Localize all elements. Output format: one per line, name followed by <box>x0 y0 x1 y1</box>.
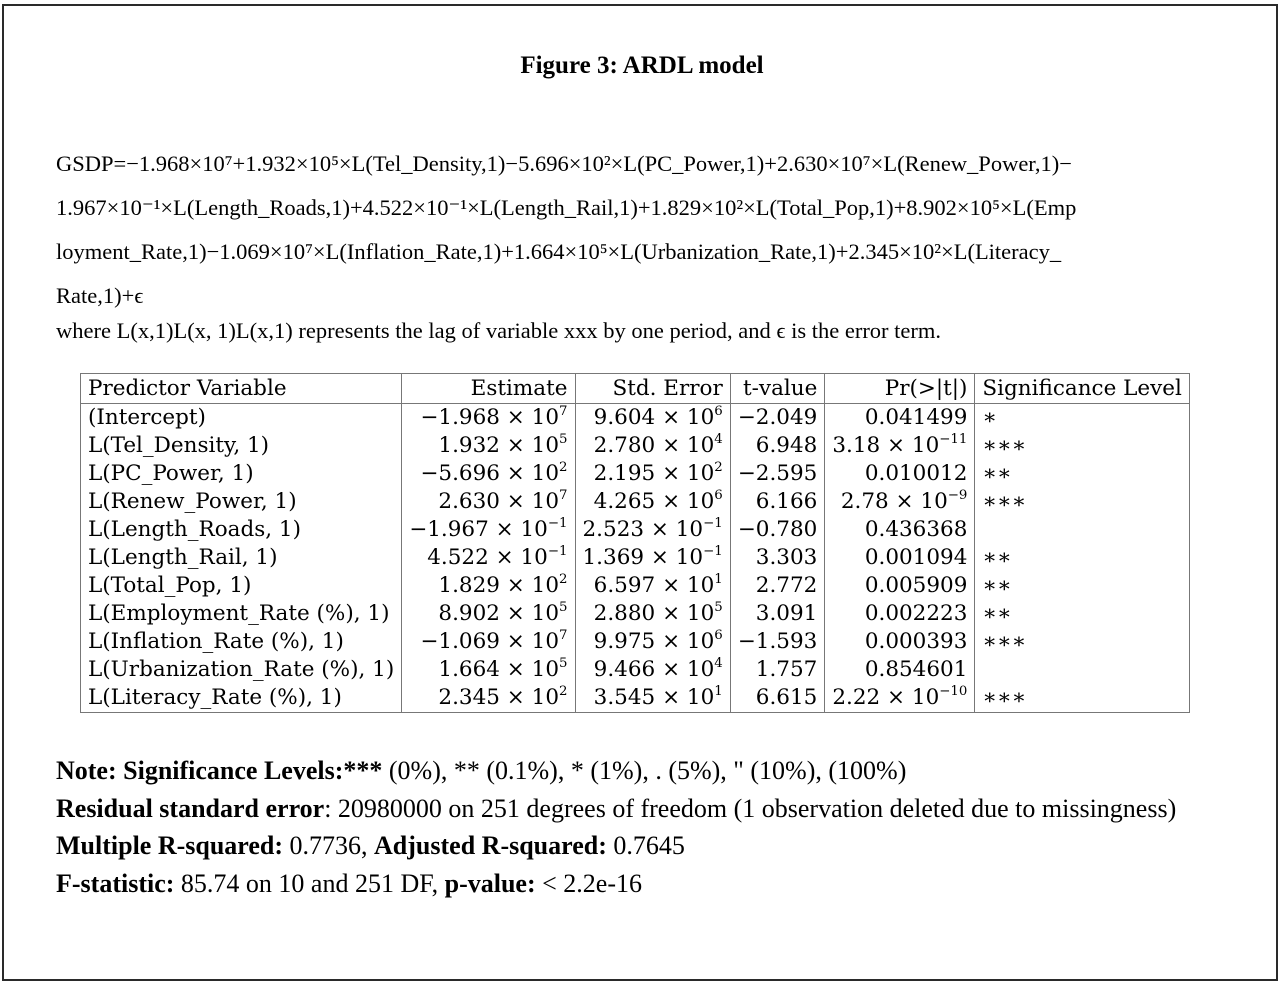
cell-estimate-exponent: 2 <box>559 571 568 587</box>
col-header-variable: Predictor Variable <box>81 374 402 404</box>
cell-std-error <box>575 488 730 516</box>
table-header-row <box>81 374 1190 404</box>
table-row <box>81 628 1190 656</box>
cell-estimate <box>402 600 575 628</box>
times-ten: × 10 <box>655 461 715 486</box>
times-ten: × 10 <box>499 685 560 710</box>
cell-significance <box>975 544 1189 572</box>
cell-t-value <box>730 544 825 572</box>
cell-estimate-exponent: 5 <box>559 599 568 615</box>
times-ten: × 10 <box>655 629 715 654</box>
cell-t-value <box>730 460 825 488</box>
cell-std-error-exponent: −1 <box>703 515 723 531</box>
cell-std-error-mantissa: 2.195 <box>593 461 656 486</box>
cell-estimate-exponent: 5 <box>559 431 568 447</box>
cell-std-error-mantissa: 2.880 <box>593 601 656 626</box>
cell-std-error-mantissa: 2.523 <box>582 517 645 542</box>
variable-name: L(Tel_Density, 1) <box>88 433 270 458</box>
cell-significance <box>975 656 1189 684</box>
cell-t-value <box>730 628 825 656</box>
cell-std-error-mantissa: 3.545 <box>593 685 656 710</box>
cell-p-value <box>825 656 975 684</box>
cell-p-value-mantissa: 0.854601 <box>864 657 968 682</box>
cell-std-error-exponent: 6 <box>714 627 723 643</box>
cell-t-value <box>730 684 825 713</box>
cell-estimate-mantissa: 8.902 <box>438 601 500 626</box>
cell-estimate-exponent: 2 <box>559 459 568 475</box>
residual-se-text: : 20980000 on 251 degrees of freedom (1 observation deleted due to missingness) <box>324 793 1177 823</box>
cell-t-value <box>730 488 825 516</box>
cell-std-error-exponent: 4 <box>714 431 723 447</box>
col-header-p-value: Pr(>|t|) <box>825 374 975 404</box>
times-ten: × 10 <box>880 685 940 710</box>
t-value: 1.757 <box>755 657 818 682</box>
variable-name: L(Literacy_Rate (%), 1) <box>88 685 342 710</box>
cell-p-value <box>825 628 975 656</box>
cell-p-value-mantissa: 0.005909 <box>864 573 968 598</box>
times-ten: × 10 <box>499 629 560 654</box>
t-value: −1.593 <box>737 629 818 654</box>
cell-estimate <box>402 516 575 544</box>
variable-name: L(Length_Roads, 1) <box>88 517 301 542</box>
cell-t-value <box>730 516 825 544</box>
cell-estimate-exponent: 7 <box>559 627 568 643</box>
cell-std-error <box>575 432 730 460</box>
equation-line: loyment_Rate,1)−1.069×10⁷×L(Inflation_Rate,1)+1.664×10⁵×L(Urbanization_Rate,1)+2.345×10²×L(Literacy_ <box>56 239 1062 264</box>
cell-estimate-mantissa: 2.345 <box>438 685 500 710</box>
times-ten: × 10 <box>644 517 704 542</box>
cell-variable <box>81 488 402 516</box>
cell-std-error-exponent: 4 <box>714 655 723 671</box>
cell-p-value-exponent: −10 <box>939 683 968 699</box>
cell-std-error-exponent: 1 <box>714 571 723 587</box>
f-statistic-label: F-statistic: <box>56 868 175 898</box>
adj-r-squared-label: Adjusted R-squared: <box>374 831 607 860</box>
f-statistic-value: 85.74 on 10 and 251 DF, <box>174 868 445 898</box>
table-row <box>81 432 1190 460</box>
cell-p-value <box>825 600 975 628</box>
t-value: 6.615 <box>755 685 818 710</box>
cell-t-value <box>730 404 825 433</box>
cell-std-error <box>575 572 730 600</box>
table-row <box>81 600 1190 628</box>
cell-variable <box>81 656 402 684</box>
cell-std-error <box>575 460 730 488</box>
times-ten: × 10 <box>888 489 948 514</box>
cell-estimate <box>402 572 575 600</box>
cell-estimate <box>402 656 575 684</box>
residual-se-label: Residual standard error <box>56 793 325 823</box>
cell-variable <box>81 600 402 628</box>
times-ten: × 10 <box>880 433 940 458</box>
cell-std-error <box>575 600 730 628</box>
cell-estimate <box>402 684 575 713</box>
adj-r-squared-value: 0.7645 <box>606 831 685 860</box>
cell-variable <box>81 544 402 572</box>
cell-p-value-mantissa: 0.041499 <box>864 405 968 430</box>
cell-estimate-mantissa: 2.630 <box>438 489 500 514</box>
table-row <box>81 404 1190 433</box>
cell-std-error-exponent: 5 <box>714 599 723 615</box>
cell-estimate <box>402 628 575 656</box>
cell-estimate-exponent: 5 <box>559 655 568 671</box>
cell-t-value <box>730 572 825 600</box>
cell-variable <box>81 516 402 544</box>
variable-name: L(Inflation_Rate (%), 1) <box>88 629 344 654</box>
cell-std-error-exponent: 6 <box>714 487 723 503</box>
variable-name: L(Length_Rail, 1) <box>88 545 278 570</box>
equation-line: 1.967×10⁻¹×L(Length_Roads,1)+4.522×10⁻¹×L(Length_Rail,1)+1.829×10²×L(Total_Pop,1)+8.902×10⁵×L(Emp <box>56 195 1077 220</box>
figure-title: Figure 3: ARDL model <box>520 52 764 79</box>
times-ten: × 10 <box>499 405 560 430</box>
variable-name: L(PC_Power, 1) <box>88 461 254 486</box>
cell-estimate-exponent: 7 <box>559 403 568 419</box>
cell-variable <box>81 404 402 433</box>
cell-p-value <box>825 404 975 433</box>
cell-p-value-exponent: −11 <box>939 431 968 447</box>
t-value: 3.091 <box>755 601 818 626</box>
cell-std-error-mantissa: 9.466 <box>593 657 656 682</box>
cell-p-value <box>825 488 975 516</box>
cell-significance <box>975 460 1189 488</box>
significance-stars: ∗∗∗ <box>982 433 1027 458</box>
significance-stars: ∗∗ <box>982 601 1012 626</box>
cell-p-value-mantissa: 0.436368 <box>864 517 968 542</box>
r-squared-note <box>56 827 1236 865</box>
cell-p-value <box>825 432 975 460</box>
cell-estimate <box>402 404 575 433</box>
times-ten: × 10 <box>499 573 560 598</box>
cell-std-error-exponent: 1 <box>714 683 723 699</box>
cell-estimate-mantissa: 1.664 <box>438 657 500 682</box>
cell-p-value-mantissa: 3.18 <box>832 433 881 458</box>
col-header-std-error: Std. Error <box>575 374 730 404</box>
cell-significance <box>975 432 1189 460</box>
cell-std-error-mantissa: 2.780 <box>593 433 656 458</box>
cell-estimate-mantissa: −1.968 <box>420 405 500 430</box>
cell-p-value <box>825 544 975 572</box>
cell-estimate <box>402 432 575 460</box>
cell-estimate-mantissa: −1.069 <box>420 629 500 654</box>
cell-p-value-exponent: −9 <box>947 487 968 503</box>
cell-std-error-mantissa: 9.975 <box>593 629 656 654</box>
table-row <box>81 656 1190 684</box>
cell-p-value <box>825 516 975 544</box>
cell-std-error <box>575 656 730 684</box>
cell-std-error-mantissa: 1.369 <box>582 545 645 570</box>
cell-estimate <box>402 544 575 572</box>
variable-name: L(Employment_Rate (%), 1) <box>88 601 390 626</box>
cell-std-error-exponent: 6 <box>714 403 723 419</box>
cell-estimate <box>402 460 575 488</box>
cell-estimate-mantissa: 1.932 <box>438 433 500 458</box>
cell-p-value <box>825 460 975 488</box>
table-row <box>81 572 1190 600</box>
p-value-value: < 2.2e-16 <box>535 868 642 898</box>
cell-estimate-mantissa: −1.967 <box>409 517 489 542</box>
regression-table-body <box>81 404 1190 713</box>
t-value: 6.166 <box>755 489 818 514</box>
model-notes <box>56 752 1236 902</box>
table-row <box>81 516 1190 544</box>
times-ten: × 10 <box>499 489 560 514</box>
r-squared-value: 0.7736, <box>283 831 375 860</box>
cell-std-error-mantissa: 6.597 <box>593 573 656 598</box>
r-squared-label: Multiple R-squared: <box>56 831 284 860</box>
cell-t-value <box>730 432 825 460</box>
cell-std-error-mantissa: 9.604 <box>593 405 656 430</box>
cell-significance <box>975 516 1189 544</box>
cell-estimate-exponent: 7 <box>559 487 568 503</box>
cell-estimate-exponent: −1 <box>547 543 568 559</box>
col-header-significance: Significance Level <box>975 374 1189 404</box>
cell-p-value-mantissa: 0.010012 <box>864 461 968 486</box>
significance-stars: ∗ <box>982 405 998 430</box>
table-row <box>81 684 1190 713</box>
cell-significance <box>975 572 1189 600</box>
cell-p-value <box>825 572 975 600</box>
cell-estimate-exponent: 2 <box>559 683 568 699</box>
cell-p-value-mantissa: 2.78 <box>840 489 889 514</box>
cell-std-error-mantissa: 4.265 <box>593 489 656 514</box>
cell-significance <box>975 684 1189 713</box>
lag-definition: where L(x,1)L(x, 1)L(x,1) represents the lag of variable xxx by one period, and ϵ is the error term. <box>56 318 942 343</box>
table-row <box>81 460 1190 488</box>
t-value: 3.303 <box>755 545 818 570</box>
times-ten: × 10 <box>488 545 548 570</box>
times-ten: × 10 <box>655 433 715 458</box>
cell-t-value <box>730 656 825 684</box>
cell-variable <box>81 684 402 713</box>
cell-p-value-mantissa: 0.002223 <box>864 601 968 626</box>
times-ten: × 10 <box>644 545 704 570</box>
cell-std-error <box>575 404 730 433</box>
residual-se-note <box>56 790 1236 828</box>
significance-stars: ∗∗ <box>982 461 1012 486</box>
col-header-estimate: Estimate <box>402 374 575 404</box>
cell-estimate <box>402 488 575 516</box>
significance-stars: ∗∗∗ <box>982 685 1027 710</box>
cell-std-error-exponent: 2 <box>714 459 723 475</box>
times-ten: × 10 <box>655 601 715 626</box>
t-value: 6.948 <box>755 433 818 458</box>
significance-note <box>56 752 1236 790</box>
cell-estimate-exponent: −1 <box>547 515 568 531</box>
variable-name: L(Renew_Power, 1) <box>88 489 297 514</box>
cell-significance <box>975 404 1189 433</box>
times-ten: × 10 <box>655 657 715 682</box>
cell-p-value-mantissa: 0.001094 <box>864 545 968 570</box>
cell-variable <box>81 460 402 488</box>
f-statistic-note <box>56 865 1236 903</box>
times-ten: × 10 <box>499 601 560 626</box>
significance-stars: ∗∗ <box>982 573 1012 598</box>
cell-significance <box>975 628 1189 656</box>
cell-variable <box>81 628 402 656</box>
cell-p-value <box>825 684 975 713</box>
times-ten: × 10 <box>655 489 715 514</box>
cell-estimate-mantissa: 4.522 <box>427 545 489 570</box>
significance-note-text: (0%), ** (0.1%), * (1%), . (5%), " (10%), (100%) <box>382 756 907 785</box>
table-row <box>81 488 1190 516</box>
variable-name: L(Total_Pop, 1) <box>88 573 252 598</box>
times-ten: × 10 <box>499 461 560 486</box>
equation-line: GSDP=−1.968×10⁷+1.932×10⁵×L(Tel_Density,1)−5.696×10²×L(PC_Power,1)+2.630×10⁷×L(Renew_Power,1)− <box>56 151 1072 176</box>
t-value: −0.780 <box>737 517 818 542</box>
cell-variable <box>81 572 402 600</box>
cell-estimate-mantissa: 1.829 <box>438 573 500 598</box>
cell-t-value <box>730 600 825 628</box>
col-header-t-value: t-value <box>730 374 825 404</box>
variable-name: (Intercept) <box>88 405 206 430</box>
cell-std-error <box>575 544 730 572</box>
times-ten: × 10 <box>655 573 715 598</box>
variable-name: L(Urbanization_Rate (%), 1) <box>88 657 395 682</box>
t-value: −2.049 <box>737 405 818 430</box>
cell-variable <box>81 432 402 460</box>
significance-note-label: Note: Significance Levels:*** <box>56 756 383 785</box>
cell-significance <box>975 488 1189 516</box>
p-value-label: p-value: <box>444 868 536 898</box>
t-value: 2.772 <box>755 573 818 598</box>
times-ten: × 10 <box>499 433 560 458</box>
significance-stars: ∗∗ <box>982 545 1012 570</box>
times-ten: × 10 <box>655 685 715 710</box>
regression-table <box>80 373 1190 713</box>
equation-line: Rate,1)+ϵ <box>56 283 144 308</box>
significance-stars: ∗∗∗ <box>982 489 1027 514</box>
cell-std-error <box>575 628 730 656</box>
cell-significance <box>975 600 1189 628</box>
cell-p-value-mantissa: 2.22 <box>832 685 881 710</box>
significance-stars: ∗∗∗ <box>982 629 1027 654</box>
model-equation <box>56 142 1256 318</box>
cell-std-error-exponent: −1 <box>703 543 723 559</box>
table-row <box>81 544 1190 572</box>
times-ten: × 10 <box>499 657 560 682</box>
cell-p-value-mantissa: 0.000393 <box>864 629 968 654</box>
times-ten: × 10 <box>488 517 548 542</box>
cell-std-error <box>575 516 730 544</box>
times-ten: × 10 <box>655 405 715 430</box>
cell-std-error <box>575 684 730 713</box>
cell-estimate-mantissa: −5.696 <box>420 461 500 486</box>
t-value: −2.595 <box>737 461 818 486</box>
